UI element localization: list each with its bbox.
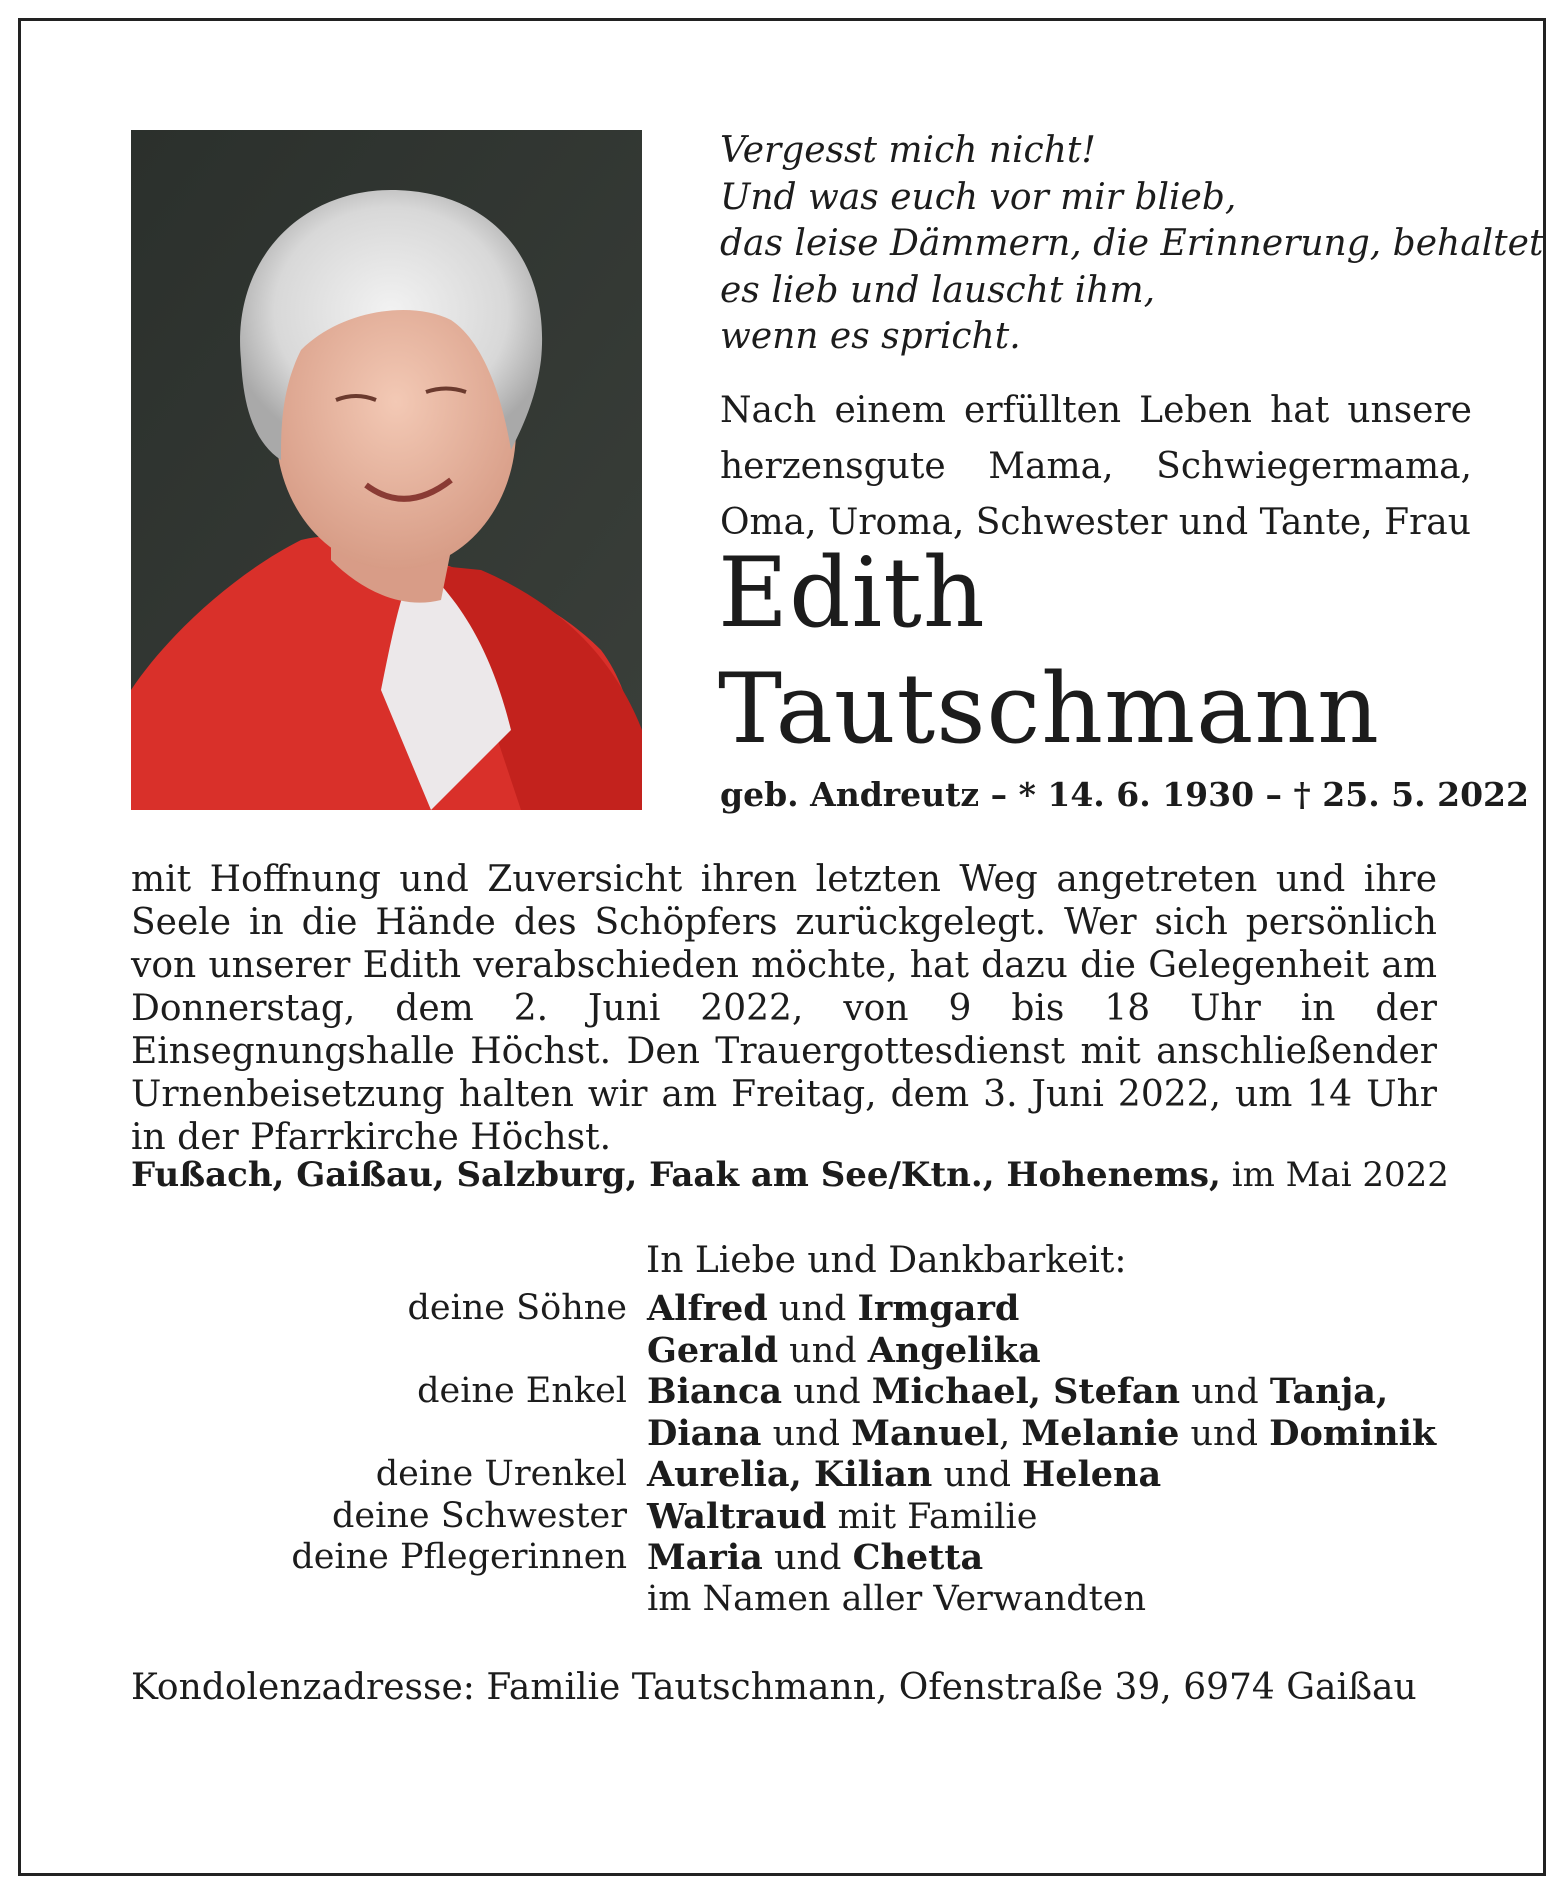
family-names [647, 1496, 1037, 1538]
connector: und [761, 1413, 852, 1454]
poem [720, 128, 1544, 361]
family-name: Irmgard [857, 1288, 1020, 1329]
connector: und [1179, 1413, 1270, 1454]
family-name: Alfred [647, 1288, 768, 1329]
connector: und [1180, 1372, 1270, 1412]
family-label: deine Enkel [417, 1371, 627, 1411]
portrait-photo [131, 130, 642, 810]
family-name: Tanja, [1269, 1371, 1389, 1412]
family-names [647, 1288, 1019, 1330]
places-towns: Fußach, Gaißau, Salzburg, Faak am See/Ktn., Hohenems, [131, 1155, 1221, 1195]
family-row-grandchildren-2 [131, 1413, 1461, 1455]
family-names [647, 1537, 983, 1579]
family-name: Diana [647, 1412, 762, 1454]
family-names [647, 1330, 1041, 1372]
family-row-relatives [131, 1579, 1461, 1621]
poem-line: das leise Dämmern, die Erinnerung, behaltet [720, 223, 1544, 264]
intro-text: Nach einem erfüllten Leben hat unsere herzensgute Mama, Schwiegermama, Oma, Uroma, Schwester und Tante, Frau [720, 390, 1472, 543]
family-name: Gerald [647, 1329, 779, 1371]
family-name: Michael, Stefan [871, 1371, 1181, 1412]
family-name: Maria [647, 1537, 763, 1578]
family-row-carers [131, 1537, 1461, 1579]
family-names [647, 1413, 1436, 1455]
connector: und [767, 1289, 858, 1329]
connector: und [778, 1330, 868, 1371]
condolence-address: Kondolenzadresse: Familie Tautschmann, Ofenstraße 39, 6974 Gaißau [131, 1667, 1417, 1708]
places-line [131, 1155, 1449, 1195]
family-name: Melanie [1021, 1412, 1180, 1454]
poem-line: Vergesst mich nicht! [720, 130, 1096, 171]
family-label: deine Schwester [332, 1495, 627, 1536]
family-row-sister [131, 1496, 1461, 1538]
family-label-empty [131, 1330, 647, 1372]
family-row-sons-2 [131, 1330, 1461, 1372]
connector: und [782, 1372, 872, 1412]
family-name: Aurelia, Kilian [647, 1454, 933, 1495]
family-name: Manuel [851, 1412, 1000, 1454]
family-names [647, 1454, 1161, 1496]
family-label: deine Pflegerinnen [291, 1537, 627, 1577]
family-name: Dominik [1269, 1412, 1437, 1454]
places-date: im Mai 2022 [1220, 1155, 1449, 1195]
family-list [131, 1288, 1461, 1620]
family-label-empty [131, 1413, 647, 1455]
family-name: Chetta [852, 1537, 984, 1578]
life-dates: geb. Andreutz – * 14. 6. 1930 – † 25. 5. 2022 [720, 775, 1529, 814]
portrait-image [131, 130, 642, 810]
family-name: Angelika [867, 1329, 1041, 1371]
family-label-empty [131, 1579, 647, 1621]
first-name: Edith [718, 537, 986, 649]
connector: , [999, 1413, 1022, 1454]
family-row-great-grandchildren [131, 1454, 1461, 1496]
family-names [647, 1371, 1388, 1413]
family-name: Helena [1022, 1454, 1162, 1495]
connector: und [762, 1538, 853, 1578]
thanks-line: In Liebe und Dankbarkeit: [646, 1240, 1127, 1281]
poem-line: es lieb und lauscht ihm, [720, 269, 1156, 311]
deceased-name [718, 535, 1380, 767]
poem-line: wenn es spricht. [720, 316, 1021, 357]
family-label: deine Urenkel [375, 1454, 627, 1494]
relatives-line: im Namen aller Verwandten [647, 1578, 1146, 1619]
family-name: Waltraud [647, 1495, 827, 1537]
connector: mit Familie [826, 1496, 1038, 1537]
last-name: Tautschmann [718, 653, 1380, 765]
family-row-sons [131, 1288, 1461, 1330]
family-row-grandchildren [131, 1371, 1461, 1413]
connector: und [932, 1455, 1023, 1495]
family-name: Bianca [647, 1371, 782, 1412]
family-label: deine Söhne [407, 1288, 627, 1328]
poem-line: Und was euch vor mir blieb, [720, 176, 1237, 218]
funeral-details: mit Hoffnung und Zuversicht ihren letzten Weg angetreten und ihre Seele in die Hände des Schöpfers zurückgelegt. Wer sich persönlich von unserer Edith verabschieden möchte, hat dazu die Gelegenheit am Donnerstag, dem 2. Juni 2022, von 9 bis 18 Uhr in der Einsegnungshalle Höchst. Den Trauergottesdienst mit anschließender Urnenbeisetzung halten wir am Freitag, dem 3. Juni 2022, um 14 Uhr in der Pfarrkirche Höchst. [131, 859, 1437, 1158]
